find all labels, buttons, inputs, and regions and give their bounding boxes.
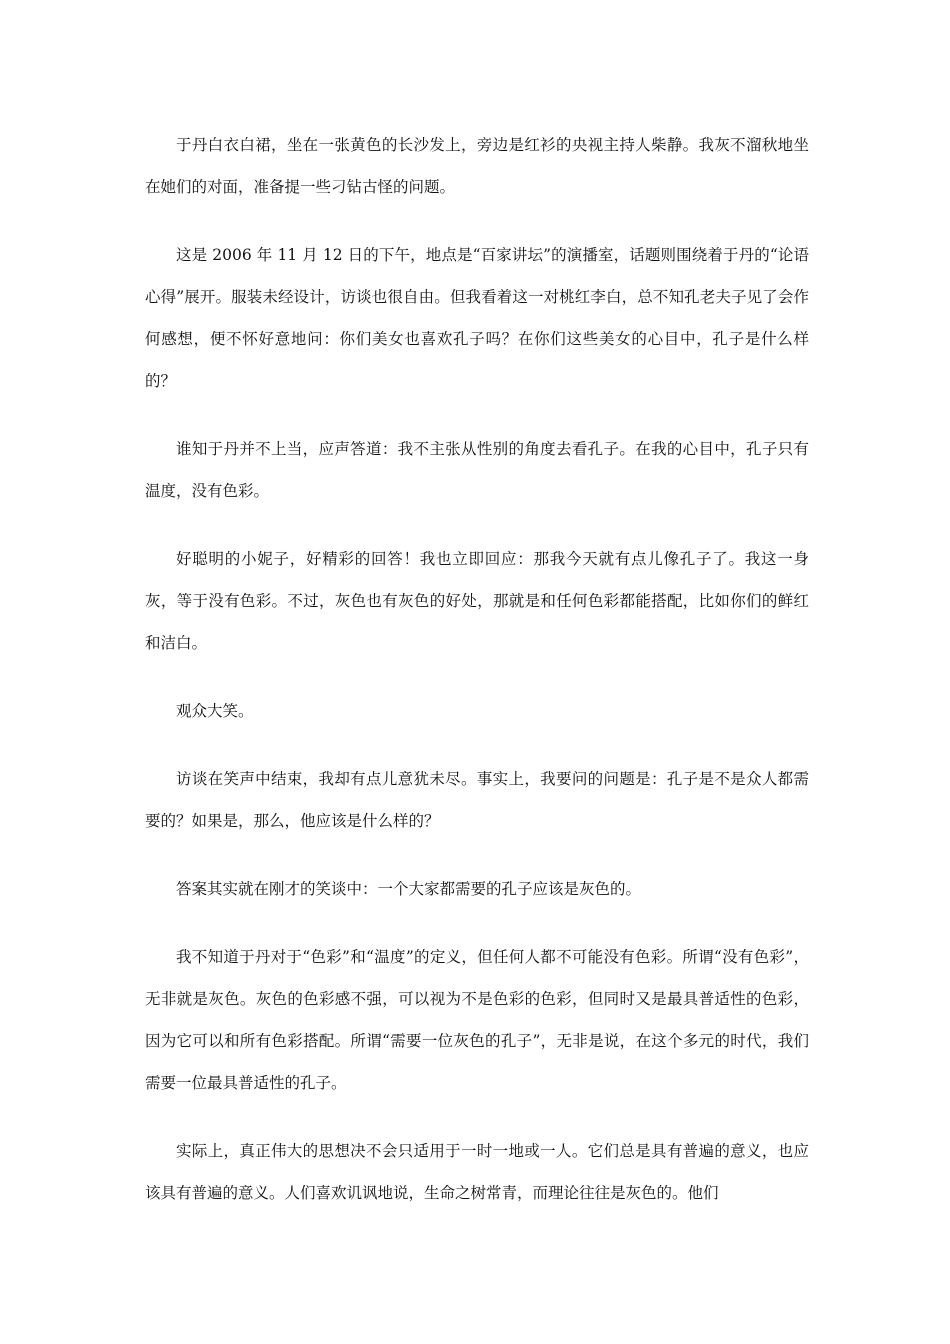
paragraph-7: 答案其实就在刚才的笑谈中：一个大家都需要的孔子应该是灰色的。 [176,880,642,898]
paragraph-6: 访谈在笑声中结束，我却有点儿意犹未尽。事实上，我要问的问题是：孔子是不是众人都需要的？如果是，那么，他应该是什么样的？ [145,770,809,830]
paragraph-1: 于丹白衣白裙，坐在一张黄色的长沙发上，旁边是红衫的央视主持人柴静。我灰不溜秋地坐在她们的对面，准备提一些刁钻古怪的问题。 [145,136,809,196]
paragraph-5: 观众大笑。 [176,702,254,720]
paragraph-3: 谁知于丹并不上当，应声答道：我不主张从性别的角度去看孔子。在我的心目中，孔子只有温度，没有色彩。 [145,440,809,500]
paragraph-2: 这是 2006 年 11 月 12 日的下午，地点是“百家讲坛”的演播室，话题则围绕着于丹的“论语心得”展开。服装未经设计，访谈也很自由。但我看着这一对桃红李白，总不知孔老夫子见了会作何感想，便不怀好意地问：你们美女也喜欢孔子吗？在你们这些美女的心目中，孔子是什么样的？ [145,246,809,390]
paragraph-9: 实际上，真正伟大的思想决不会只适用于一时一地或一人。它们总是具有普遍的意义，也应该具有普遍的意义。人们喜欢讥讽地说，生命之树常青，而理论往往是灰色的。他们 [145,1142,809,1202]
paragraph-4: 好聪明的小妮子，好精彩的回答！我也立即回应：那我今天就有点儿像孔子了。我这一身灰，等于没有色彩。不过，灰色也有灰色的好处，那就是和任何色彩都能搭配，比如你们的鲜红和洁白。 [145,550,809,652]
body-text [145,124,809,1240]
paragraph-8: 我不知道于丹对于“色彩”和“温度”的定义，但任何人都不可能没有色彩。所谓“没有色彩”，无非就是灰色。灰色的色彩感不强，可以视为不是色彩的色彩，但同时又是最具普适性的色彩，因为它可以和所有色彩搭配。所谓“需要一位灰色的孔子”，无非是说，在这个多元的时代，我们需要一位最具普适性的孔子。 [145,948,809,1092]
